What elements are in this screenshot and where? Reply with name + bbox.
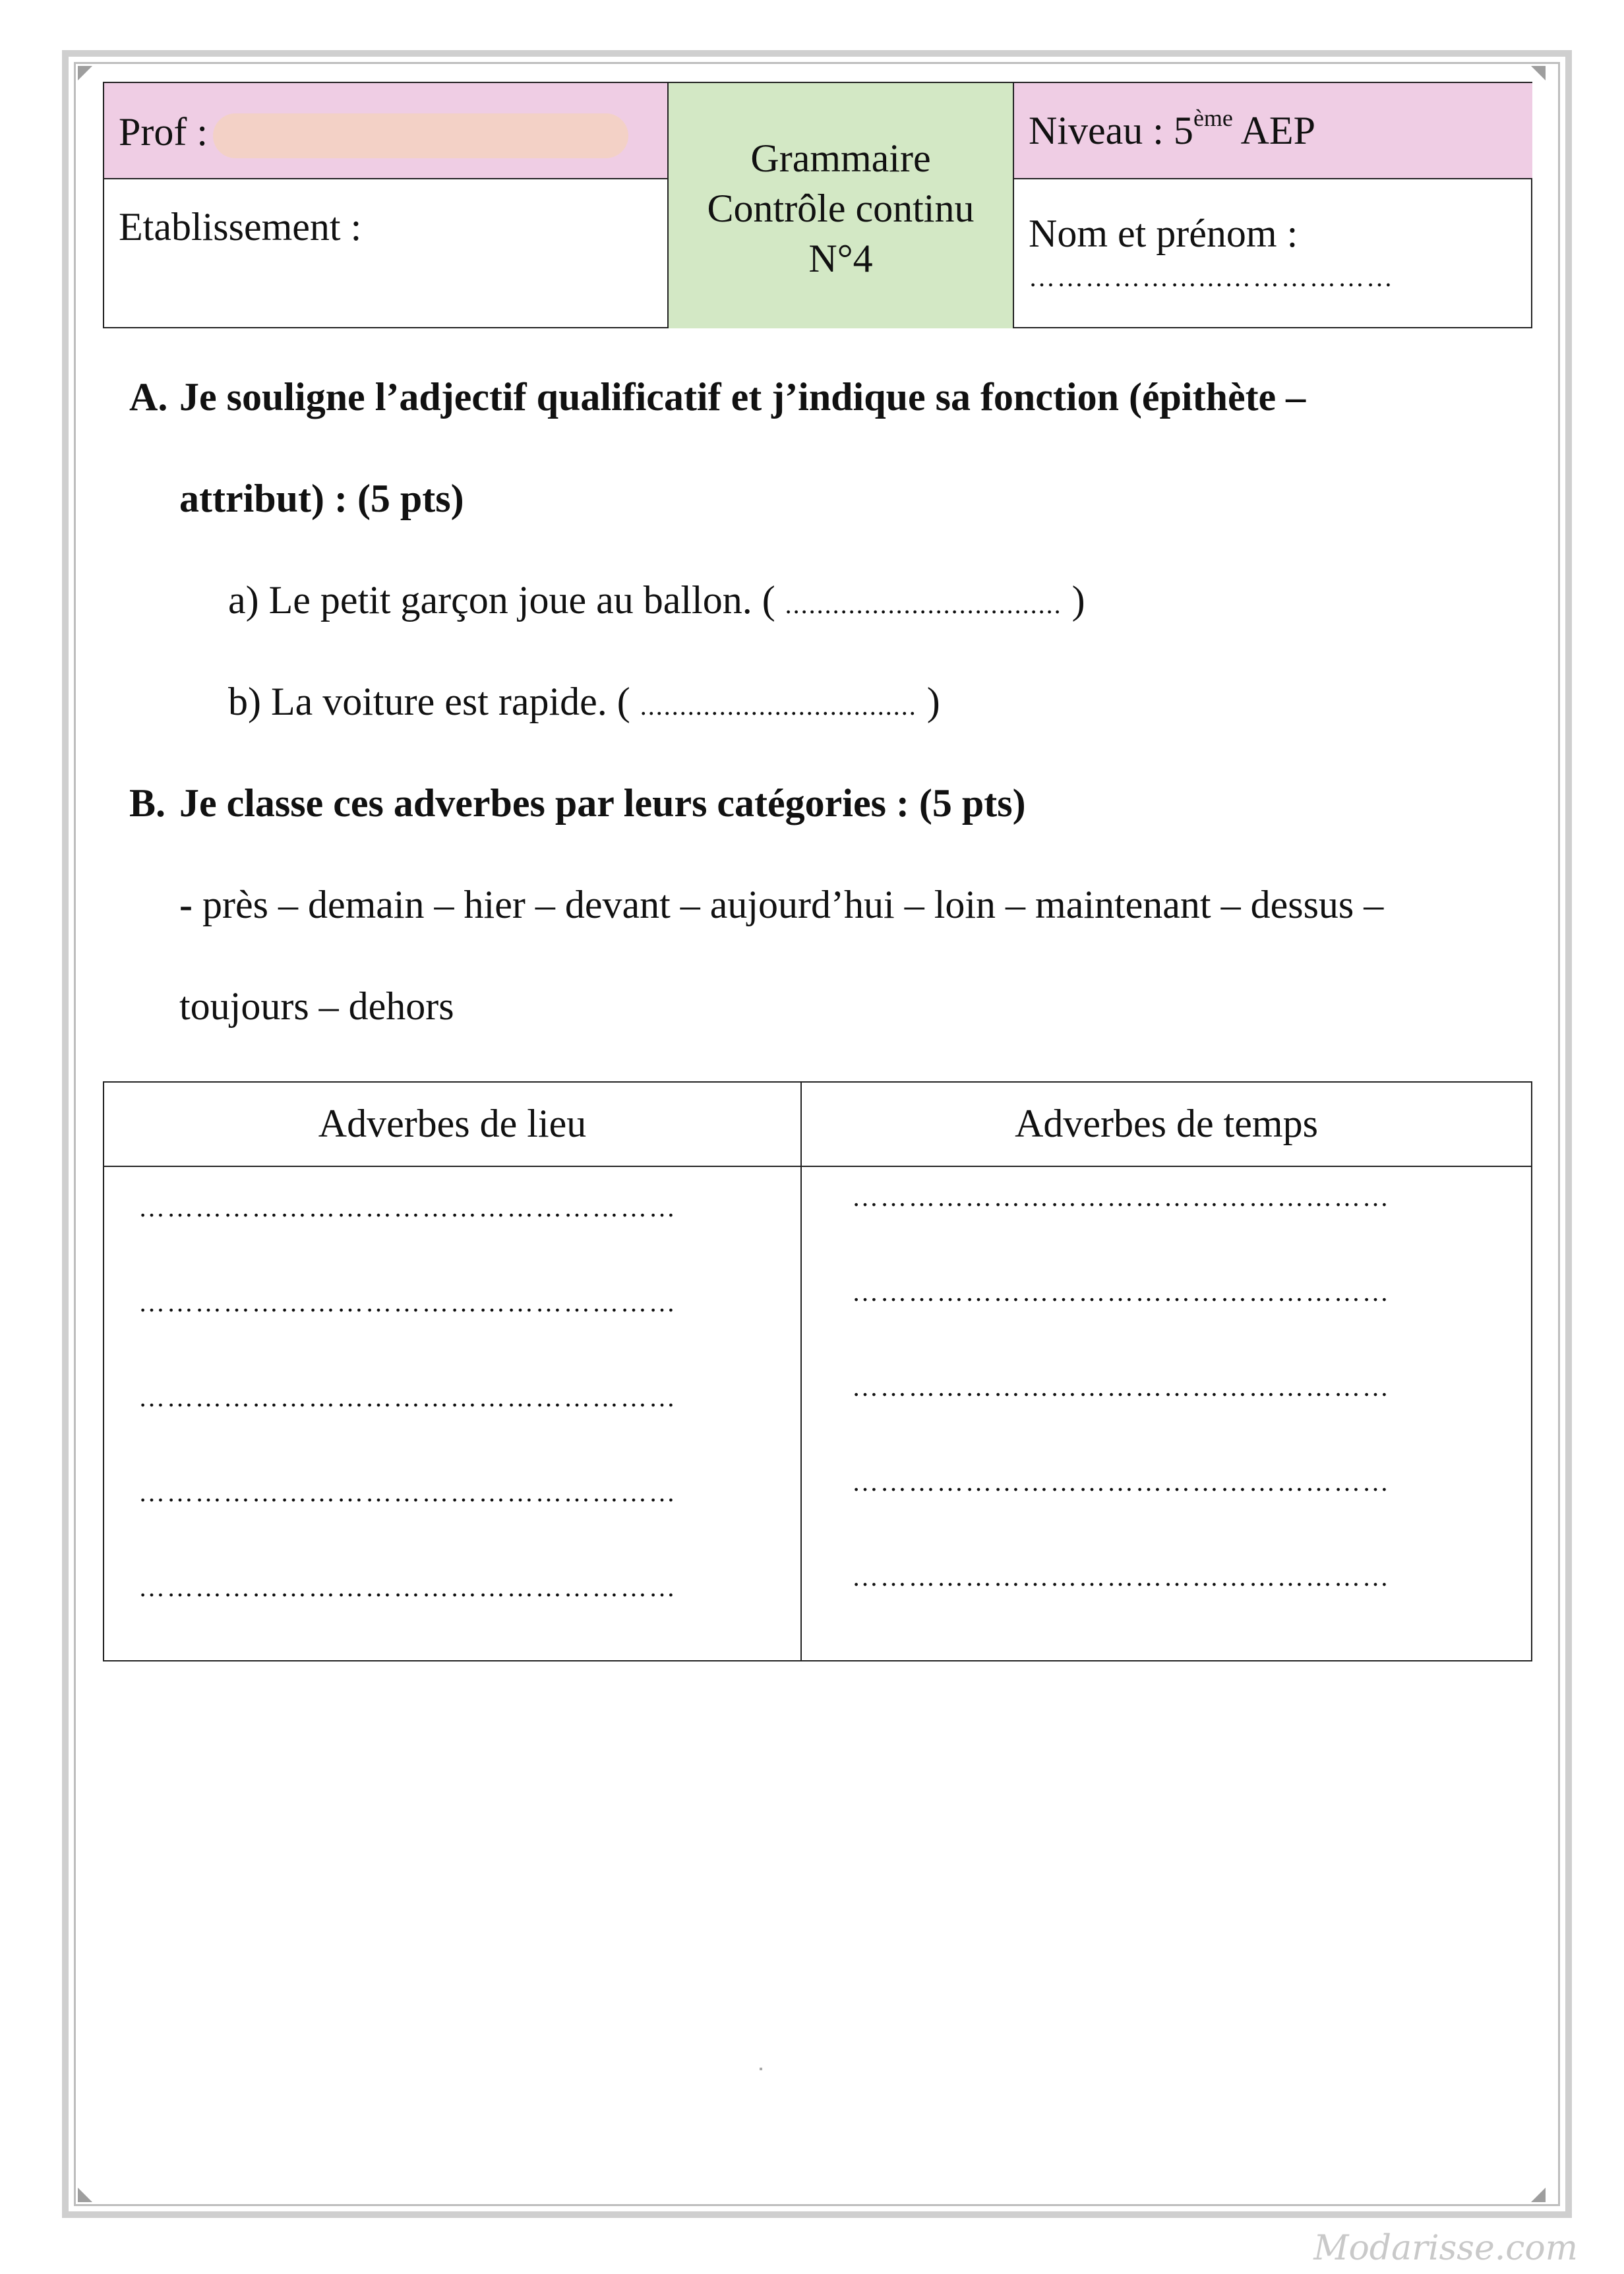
item-a-answer-line: ................................... xyxy=(785,589,1062,619)
column-lieu xyxy=(104,1083,802,1660)
etablissement-cell xyxy=(104,179,669,328)
nom-label: Nom et prénom : xyxy=(1029,212,1298,255)
answer-line: ………………………………………………… xyxy=(852,1182,1391,1212)
header-lieu: Adverbes de lieu xyxy=(104,1083,800,1167)
exercise-a-instruction-2: attribut) : (5 pts) xyxy=(179,477,464,520)
exercise-b-marker: B. xyxy=(129,781,166,825)
nom-answer-line: ………………...……………… xyxy=(1029,262,1395,292)
exercise-b-instruction: Je classe ces adverbes par leurs catégories : (5 pts) xyxy=(179,781,1026,825)
niveau-sup: ème xyxy=(1193,105,1233,131)
adverb-table xyxy=(103,1081,1532,1661)
niveau-suffix: AEP xyxy=(1232,109,1315,152)
adverb-list-text: près – demain – hier – devant – aujourd’hui – loin – maintenant – dessus – xyxy=(192,883,1384,926)
answer-line: ………………………………………………… xyxy=(138,1193,677,1222)
exercise-a-marker: A. xyxy=(129,375,168,419)
adverb-list-line-1 xyxy=(179,882,1383,928)
item-a xyxy=(228,578,1085,623)
item-a-marker: a) xyxy=(228,578,259,622)
etablissement-label: Etablissement : xyxy=(119,205,362,249)
header-table xyxy=(103,82,1532,328)
adverb-list-line-2: toujours – dehors xyxy=(179,984,454,1028)
list-dash: - xyxy=(179,883,193,926)
prof-label: Prof : xyxy=(119,110,208,154)
answer-line: ………………………………………………… xyxy=(852,1562,1391,1592)
item-a-close: ) xyxy=(1071,578,1085,622)
item-a-text: Le petit garçon joue au ballon. ( xyxy=(268,578,775,622)
answer-line: ………………………………………………… xyxy=(138,1288,677,1317)
answer-line: ………………………………………………… xyxy=(138,1478,677,1507)
corner-ornament xyxy=(78,2188,92,2202)
prof-cell xyxy=(104,83,669,179)
subject-title: Grammaire xyxy=(750,136,931,180)
item-b-text: La voiture est rapide. ( xyxy=(270,680,630,723)
test-number: N°4 xyxy=(808,237,873,280)
item-b-answer-line: ................................... xyxy=(640,691,917,721)
corner-ornament xyxy=(1531,2188,1546,2202)
test-type: Contrôle continu xyxy=(707,187,975,230)
item-b xyxy=(228,679,940,725)
exercise-a-instruction-1: Je souligne l’adjectif qualificatif et j’indique sa fonction (épithète – xyxy=(179,375,1306,419)
corner-ornament xyxy=(1531,66,1546,80)
answer-line: ………………………………………………… xyxy=(138,1383,677,1412)
answer-line: ………………………………………………… xyxy=(852,1372,1391,1402)
watermark: Modarisse.com xyxy=(1313,2229,1578,2268)
title-cell xyxy=(669,83,1014,328)
stray-dot xyxy=(760,2068,762,2070)
answer-line: ………………………………………………… xyxy=(138,1572,677,1602)
niveau-cell xyxy=(1014,83,1532,179)
answer-line: ………………………………………………… xyxy=(852,1277,1391,1307)
column-temps xyxy=(802,1083,1531,1660)
redacted-name xyxy=(213,113,628,158)
nom-cell xyxy=(1014,179,1532,328)
item-b-close: ) xyxy=(926,680,940,723)
answer-line: ………………………………………………… xyxy=(852,1467,1391,1497)
niveau-prefix: Niveau : 5 xyxy=(1029,109,1193,152)
item-b-marker: b) xyxy=(228,680,261,723)
header-temps: Adverbes de temps xyxy=(802,1083,1531,1167)
corner-ornament xyxy=(78,66,92,80)
